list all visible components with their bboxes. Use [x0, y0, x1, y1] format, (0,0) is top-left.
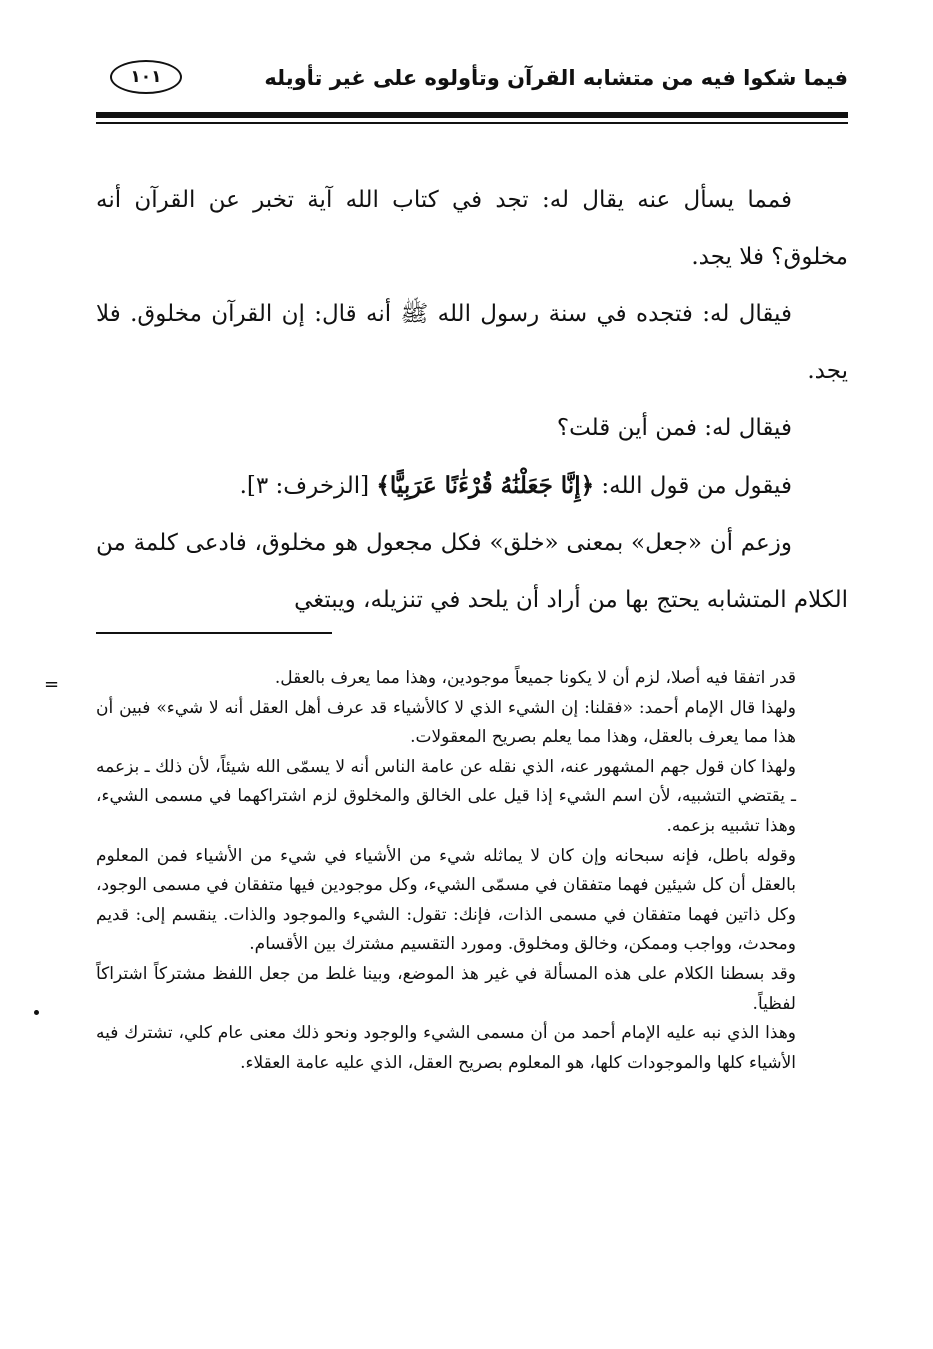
footnote-paragraph: وقد بسطنا الكلام على هذه المسألة في غير هذ الموضع، وبينا غلط من جعل اللفظ مشتركاً اشتراكاً لفظياً. — [96, 963, 796, 1014]
footnote-paragraph: وهذا الذي نبه عليه الإمام أحمد من أن مسمى الشيء والوجود ونحو ذلك معنى عام كلي، تشترك فيه الأشياء كلها والموجودات كلها، هو المعلوم بصريح العقل، الذي عليه عامة العقلاء. — [96, 1023, 796, 1073]
verse-reference: [الزخرف: ٣]. — [239, 473, 377, 499]
footnote-separator — [96, 632, 332, 634]
header-rule-thin — [96, 122, 848, 124]
footnote-paragraph: ولهذا كان قول جهم المشهور عنه، الذي نقله عن عامة الناس أنه لا يسمّى الله شيئاً، لأن ذلك ـ بزعمه ـ يقتضي التشبيه، لأن اسم الشيء إذا قيل على الخالق والمخلوق لزم اشتراكهما في مسمى الشيء، وهذا تشبيه بزعمه. — [96, 756, 796, 836]
footnotes — [96, 664, 796, 1078]
footnote-paragraph: وقوله باطل، فإنه سبحانه وإن كان لا يماثله شيء من الأشياء في شيء من الأشياء فمن المعلوم بالعقل أن كل شيئين فهما متفقان في مسمّى الشيء، وكل موجودين فيها متفقان في مسمى الوجود، وكل ذاتين فهما متفقان في مسمى الذات، فإنك: تقول: الشيء والموجود والذات. ينقسم إلى: قديم ومحدث، وواجب وممكن، وخالق ومخلوق. ومورد التقسيم مشترك بين الأقسام. — [96, 845, 796, 955]
book-page — [44, 52, 848, 1292]
main-paragraph: فيقال له: فمن أين قلت؟ — [556, 415, 792, 441]
footnote-paragraph: قدر اتفقا فيه أصلا، لزم أن لا يكونا جميعاً موجودين، وهذا مما يعرف بالعقل. — [274, 668, 796, 688]
main-paragraph-with-verse — [96, 457, 848, 515]
footnote-continuation-mark: = — [44, 674, 60, 695]
footnote-paragraph: ولهذا قال الإمام أحمد: «فقلنا: إن الشيء الذي لا كالأشياء قد عرف أهل العقل أنه لا شيء» فبين أن هذا مما يعرف بالعقل، وهذا مما يعلم بصريح المعقولات. — [96, 697, 796, 748]
running-title: فيما شكوا فيه من متشابه القرآن وتأولوه على غير تأويله — [264, 66, 848, 90]
verse-intro: فيقول من قول الله: — [594, 473, 792, 499]
margin-dot — [34, 1010, 39, 1015]
main-paragraph: فمما يسأل عنه يقال له: تجد في كتاب الله آية تخبر عن القرآن أنه مخلوق؟ فلا يجد. — [96, 187, 848, 270]
header-rule-thick — [96, 112, 848, 118]
quran-verse: ﴿إِنَّا جَعَلْنَٰهُ قُرْءَٰنًا عَرَبِيًّا﴾ — [376, 472, 595, 499]
page-number: ١٠١ — [110, 60, 182, 94]
page-header — [96, 52, 848, 112]
main-text — [96, 172, 848, 629]
main-paragraph: فيقال له: فتجده في سنة رسول الله ﷺ أنه قال: إن القرآن مخلوق. فلا يجد. — [96, 301, 848, 384]
main-paragraph: وزعم أن «جعل» بمعنى «خلق» فكل مجعول هو مخلوق، فادعى كلمة من الكلام المتشابه يحتج بها من أراد أن يلحد في تنزيله، ويبتغي — [96, 530, 848, 613]
